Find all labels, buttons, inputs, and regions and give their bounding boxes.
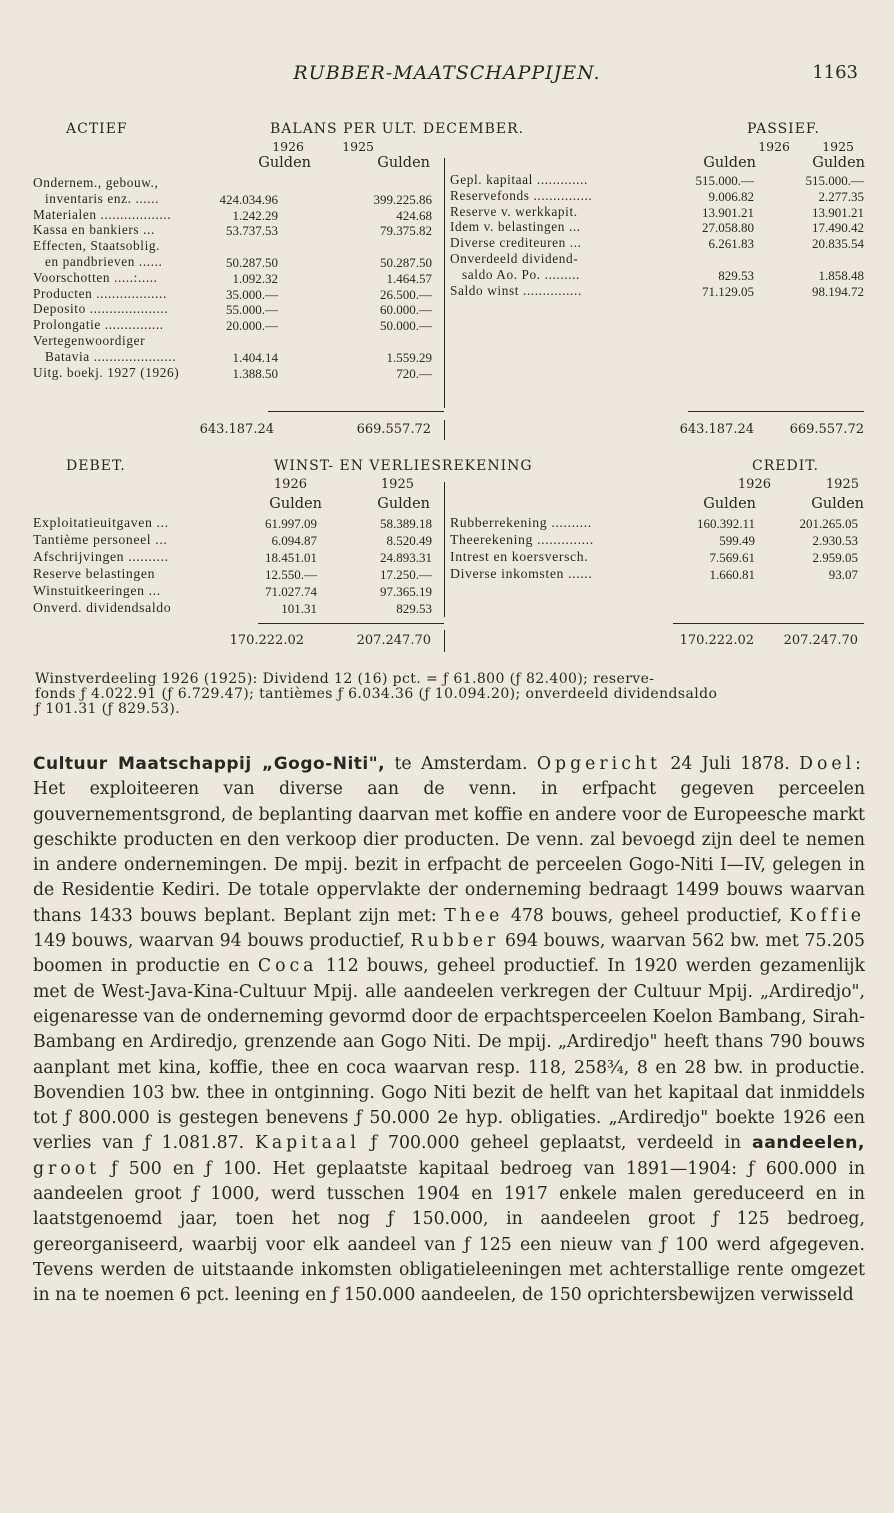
row-label: Afschrijvingen ..........: [33, 549, 169, 564]
article-text: te Amsterdam.: [385, 754, 537, 774]
row-label: Reserve belastingen: [33, 566, 156, 581]
row-value-1925: 24.893.31: [380, 550, 432, 565]
balans-divider-total: [444, 420, 445, 440]
row-label: Onverdeeld dividend-: [450, 251, 579, 266]
actief-total-1926: 643.187.24: [199, 422, 274, 437]
groot-label: groot: [33, 1158, 101, 1179]
koffie-label: Koffie: [789, 905, 866, 926]
credit-total-1925: 207.247.70: [783, 633, 858, 648]
row-value-1925: 26.500.—: [380, 286, 432, 302]
row-label: Tantième personeel ...: [33, 532, 168, 547]
balans-title: BALANS PER ULT. DECEMBER.: [270, 121, 525, 137]
row-label: Reservefonds ...............: [450, 187, 593, 203]
row-value-1926: 6.261.83: [708, 236, 754, 252]
note-line: Winstverdeeling 1926 (1925): Dividend 12 (16) pct. = ƒ 61.800 (ƒ 82.400); reserve-: [35, 671, 655, 687]
passief-total-1926: 643.187.24: [679, 422, 754, 437]
w-year-1926-right: 1926: [737, 477, 771, 492]
row-label: Kassa en bankiers ...: [33, 222, 155, 238]
row-value-1926: 53.737.53: [226, 223, 278, 239]
article-text: 694 bouws, waarvan 562 bw. met 75.205 boomen in productie en: [33, 931, 865, 977]
row-value-1925: 97.365.19: [380, 584, 432, 599]
article-text: Het exploiteeren van diverse aan de venn. in erfpacht gegeven perceelen gouvernementsgrond, de beplanting daarvan met koffie en andere voor de Europeesche markt geschikte producten en den verkoop dier producten. De venn. zal bevoegd zijn deel te nemen in andere ondernemingen. De mpij. bezit in erfpacht de perceelen Gogo-Niti I—IV, gelegen in de Residentie Kediri. De totale oppervlakte der onderneming bedraagt 1499 bouws waarvan thans 1433 bouws beplant. Beplant zijn met:: [33, 779, 865, 926]
coca-label: Coca: [257, 956, 318, 977]
passief-total-rule: [688, 411, 864, 412]
row-value-1925: 93.07: [828, 567, 858, 582]
row-label: Vertegenwoordiger: [33, 333, 146, 348]
row-label: Theerekening ..............: [450, 532, 594, 547]
row-value-1926: 6.094.87: [271, 533, 317, 548]
winst-title: WINST- EN VERLIESREKENING: [274, 458, 533, 474]
row-label: Exploitatieuitgaven ...: [33, 515, 169, 530]
year-1926-right: 1926: [758, 139, 790, 154]
row-value-1925: 8.520.49: [386, 533, 432, 548]
actief-total-rule: [268, 411, 444, 412]
row-value-1925: 424.68: [396, 207, 432, 223]
row-value-1925: 720.—: [396, 365, 432, 381]
company-name: Cultuur Maatschappij „Gogo-Niti",: [33, 754, 386, 774]
row-value-1925: 79.375.82: [380, 223, 432, 239]
row-label: Producten ..................: [33, 285, 167, 301]
year-1925-left: 1925: [342, 139, 374, 154]
row-label: Reserve v. werkkapit.: [450, 203, 578, 219]
row-value-1925: 1.559.29: [386, 349, 432, 365]
row-label: saldo Ao. Po. .........: [462, 266, 580, 282]
rubber-label: Rubber: [410, 931, 500, 952]
opgericht-label: Opgericht: [536, 754, 661, 774]
row-value-1926: 13.901.21: [702, 204, 754, 220]
w-unit-1925-right: Gulden: [811, 496, 864, 512]
row-label: Rubberrekening ..........: [450, 515, 592, 530]
w-unit-1926-right: Gulden: [703, 496, 756, 512]
row-value-1926: 101.31: [281, 601, 317, 616]
row-value-1926: 1.660.81: [709, 567, 755, 582]
article-text: 24 Juli 1878.: [660, 754, 800, 774]
winst-divider: [444, 482, 445, 617]
w-unit-1925-left: Gulden: [377, 496, 430, 512]
w-year-1925-left: 1925: [380, 477, 414, 492]
passief-total-1925: 669.557.72: [789, 422, 864, 437]
unit-1925-right: Gulden: [812, 155, 865, 171]
thee-label: Thee: [444, 905, 504, 926]
row-label: Winstuitkeeringen ...: [33, 583, 161, 598]
row-label: Diverse crediteuren ...: [450, 235, 582, 251]
credit-total-rule: [673, 623, 864, 624]
row-label: en pandbrieven ......: [45, 254, 163, 269]
article-text: ƒ 700.000 geheel geplaatst, verdeeld in: [359, 1133, 753, 1154]
row-value-1925: 1.464.57: [386, 270, 432, 286]
row-value-1925: 50.287.50: [380, 255, 432, 270]
row-value-1926: 515.000.—: [695, 173, 754, 188]
row-label: Deposito ....................: [33, 301, 169, 317]
row-value-1925: 98.194.72: [812, 283, 864, 299]
row-value-1925: 17.250.—: [380, 567, 432, 582]
debet-heading: DEBET.: [66, 458, 126, 474]
debet-total-1925: 207.247.70: [356, 633, 431, 648]
row-value-1926: 599.49: [719, 533, 755, 548]
actief-heading: ACTIEF: [66, 121, 128, 137]
debet-total-rule: [258, 623, 444, 624]
row-label: Intrest en koersversch.: [450, 549, 589, 564]
row-value-1925: 13.901.21: [812, 204, 864, 220]
row-value-1926: 35.000.—: [226, 286, 278, 302]
year-1925-right: 1925: [822, 139, 854, 154]
row-label: Onverd. dividendsaldo: [33, 600, 172, 615]
row-value-1926: 1.404.14: [232, 349, 278, 365]
row-value-1926: 424.034.96: [219, 191, 278, 207]
actief-total-1925: 669.557.72: [356, 422, 431, 437]
row-value-1926: 50.287.50: [226, 255, 278, 270]
row-value-1925: 399.225.86: [373, 191, 432, 207]
row-label: Prolongatie ...............: [33, 317, 164, 333]
row-label: Diverse inkomsten ......: [450, 566, 593, 581]
row-value-1926: 61.997.09: [265, 516, 317, 531]
row-label: Saldo winst ...............: [450, 282, 582, 298]
row-value-1925: 60.000.—: [380, 302, 432, 318]
row-label: inventaris enz. ......: [45, 190, 160, 206]
company-article: [33, 752, 865, 1309]
article-text: 112 bouws, geheel productief. In 1920 werden gezamenlijk met de West-Java-Kina-Cultuur Mpij. alle aandeelen verkregen der Cultuur Mpij. „Ardiredjo", eigenaresse van de onderneming gevormd door de erpachtsperceelen Koelon Bambang, Sirah-Bambang en Ardiredjo, grenzende aan Gogo Niti. De mpij. „Ardiredjo" heeft thans 790 bouws aanplant met kina, koffie, thee en coca waarvan resp. 118, 258¾, 8 en 28 bw. in productie. Bovendien 103 bw. thee in ontginning. Gogo Niti bezit de helft van het kapitaal dat inmiddels tot ƒ 800.000 is gestegen benevens ƒ 50.000 2e hyp. obligaties. „Ardiredjo" boekte 1926 een verlies van ƒ 1.081.87.: [33, 956, 865, 1154]
row-value-1926: 27.058.80: [702, 220, 754, 236]
credit-heading: CREDIT.: [752, 458, 819, 474]
article-text: 478 bouws, geheel productief,: [503, 905, 790, 926]
doel-label: Doel:: [799, 754, 865, 774]
row-value-1925: 58.389.18: [380, 516, 432, 531]
row-label: Gepl. kapitaal .............: [450, 172, 588, 187]
unit-1925-left: Gulden: [377, 155, 430, 171]
row-value-1926: 1.092.32: [232, 270, 278, 286]
row-value-1925: 50.000.—: [380, 318, 432, 334]
passief-heading: PASSIEF.: [747, 121, 820, 137]
row-value-1926: 55.000.—: [226, 302, 278, 318]
row-value-1926: 71.129.05: [702, 283, 754, 299]
w-unit-1926-left: Gulden: [269, 496, 322, 512]
article-text: 149 bouws, waarvan 94 bouws productief,: [33, 931, 411, 952]
row-label: Ondernem., gebouw.,: [33, 175, 159, 190]
row-value-1926: 829.53: [718, 267, 754, 283]
row-value-1925: 17.490.42: [812, 220, 864, 236]
row-value-1925: 515.000.—: [805, 173, 864, 188]
row-label: Voorschotten .....:.....: [33, 269, 158, 285]
kapitaal-label: Kapitaal: [254, 1133, 360, 1154]
row-label: Idem v. belastingen ...: [450, 219, 581, 235]
row-value-1925: 2.959.05: [812, 550, 858, 565]
balans-divider: [444, 158, 445, 408]
w-year-1926-left: 1926: [273, 477, 307, 492]
w-year-1925-right: 1925: [825, 477, 859, 492]
row-label: Batavia .....................: [45, 348, 177, 364]
row-value-1925: 2.277.35: [818, 188, 864, 204]
debet-total-1926: 170.222.02: [229, 633, 304, 648]
row-label: Uitg. boekj. 1927 (1926): [33, 364, 180, 380]
page-number: 1163: [812, 62, 858, 83]
row-value-1926: 71.027.74: [265, 584, 317, 599]
row-value-1926: 18.451.01: [265, 550, 317, 565]
note-line: ƒ 101.31 (ƒ 829.53).: [35, 701, 181, 717]
row-value-1926: 7.569.61: [709, 550, 755, 565]
row-value-1925: 829.53: [396, 601, 432, 616]
article-text: ƒ 500 en ƒ 100. Het geplaatste kapitaal bedroeg van 1891—1904: ƒ 600.000 in aandeelen groot ƒ 1000, werd tusschen 1904 en 1917 enkele malen gereduceerd en in laatstgenoemd jaar, toen het nog ƒ 150.000, in aandeelen groot ƒ 125 bedroeg, gereorganiseerd, waarbij voor elk aandeel van ƒ 125 een nieuw van ƒ 100 werd afgegeven. Tevens werden de uitstaande inkomsten obligatieleeningen met achterstallige rente omgezet in na te noemen 6 pct. leening en ƒ 150.000 aandeelen, de 150 oprichtersbewijzen verwisseld: [33, 1158, 865, 1306]
row-value-1925: 201.265.05: [799, 516, 858, 531]
winst-divider-total: [444, 630, 445, 652]
note-line: fonds ƒ 4.022.91 (ƒ 6.729.47); tantièmes ƒ 6.034.36 (ƒ 10.094.20); onverdeeld dividendsaldo: [35, 686, 718, 702]
row-value-1926: 160.392.11: [696, 516, 755, 531]
row-label: Materialen ..................: [33, 206, 172, 222]
row-label: Effecten, Staatsoblig.: [33, 238, 161, 254]
row-value-1926: 12.550.—: [265, 567, 317, 582]
row-value-1925: 20.835.54: [812, 236, 864, 252]
year-1926-left: 1926: [272, 139, 304, 154]
credit-total-1926: 170.222.02: [679, 633, 754, 648]
unit-1926-right: Gulden: [703, 155, 756, 171]
aandeelen-label: aandeelen,: [752, 1133, 865, 1154]
row-value-1926: 20.000.—: [226, 318, 278, 334]
row-value-1926: 9.006.82: [708, 188, 754, 204]
running-title: RUBBER-MAATSCHAPPIJEN.: [293, 62, 601, 84]
row-value-1926: 1.242.29: [232, 207, 278, 223]
row-value-1926: 1.388.50: [232, 365, 278, 381]
unit-1926-left: Gulden: [258, 155, 311, 171]
row-value-1925: 2.930.53: [812, 533, 858, 548]
row-value-1925: 1.858.48: [818, 267, 864, 283]
